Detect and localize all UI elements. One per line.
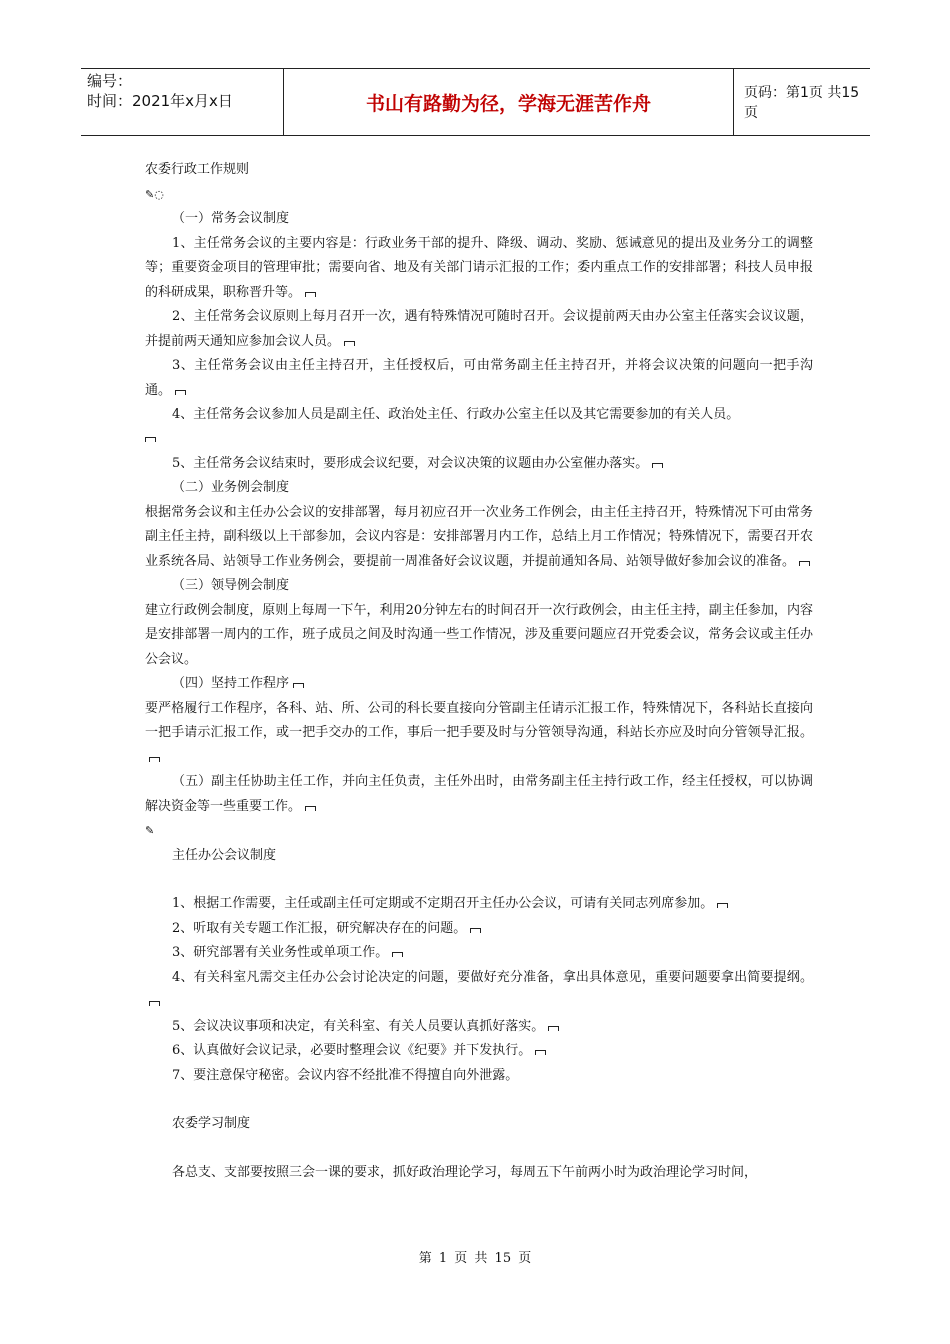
pencil-icon: ✎ <box>145 824 155 837</box>
sec1-item3-text: 3、主任常务会议由主任主持召开，主任授权后，可由常务副主任主持召开，并将会议决策的问题向一把手沟通。 <box>145 358 813 398</box>
office-item <box>145 917 813 942</box>
return-mark-icon <box>344 341 355 346</box>
return-mark-icon <box>149 1001 160 1006</box>
return-mark-icon <box>305 806 316 811</box>
sec1-item4-text: 4、主任常务会议参加人员是副主任、政治处主任、行政办公室主任以及其它需要参加的有关人员。 <box>172 407 740 422</box>
motto-text: 书山有路勤为径，学海无涯苦作舟 <box>365 92 651 115</box>
office-item1-text: 1、根据工作需要，主任或副主任可定期或不定期召开主任办公会议，可请有关同志列席参加。 <box>172 896 714 911</box>
page-header <box>81 68 870 136</box>
page-info: 页码：第1页 共15页 <box>744 85 860 121</box>
sec3-heading: （三）领导例会制度 <box>172 578 290 593</box>
return-mark-icon <box>470 928 481 933</box>
office-item6-text: 6、认真做好会议记录，必要时整理会议《纪要》并下发执行。 <box>172 1043 532 1058</box>
sec4-body <box>145 697 813 771</box>
office-title: 主任办公会议制度 <box>172 847 277 863</box>
sec1-item2-text: 2、主任常务会议原则上每月召开一次，遇有特殊情况可随时召开。会议提前两天由办公室主任落实会议议题，并提前两天通知应参加会议人员。 <box>145 309 813 349</box>
sec1-item5-text: 5、主任常务会议结束时，要形成会议纪要，对会议决策的议题由办公室催办落实。 <box>172 455 649 471</box>
office-item7-text: 7、要注意保守秘密。会议内容不经批准不得擅自向外泄露。 <box>172 1067 519 1083</box>
blank-line <box>145 868 813 892</box>
return-mark-icon <box>799 561 810 566</box>
study-body: 各总支、支部要按照三会一课的要求，抓好政治理论学习，每周五下午前两小时为政治理论学习时间， <box>172 1164 758 1180</box>
return-mark-icon <box>717 903 728 908</box>
return-mark-icon <box>548 1026 559 1031</box>
doc-title: 农委行政工作规则 <box>145 162 250 177</box>
return-mark-icon <box>145 437 156 442</box>
return-mark-icon <box>305 292 316 297</box>
sec1-item <box>145 232 813 306</box>
symbol-line <box>145 183 813 208</box>
document-body <box>145 158 813 1185</box>
office-item4-text: 4、有关科室凡需交主任办公会讨论决定的问题，要做好充分准备，拿出具体意见，重要问题要拿出简要提纲。 <box>172 969 813 985</box>
sec2-body-text: 根据常务会议和主任办公会议的安排部署，每月初应召开一次业务工作例会，由主任主持召开，特殊情况下可由常务副主任主持，副科级以上干部参加，会议内容是：安排部署月内工作，总结上月工作情况；特殊情况下，需要召开农业系统各局、站领导工作业务例会，要提前一周准备好会议议题，并提前通知各局、站领导做好参加会议的准备。 <box>145 504 813 569</box>
header-meta-cell <box>81 69 284 135</box>
symbol-line <box>145 819 813 844</box>
office-item <box>145 966 813 1015</box>
sec1-item1-text: 1、主任常务会议的主要内容是：行政业务干部的提升、降级、调动、奖励、惩诫意见的提出及业务分工的调整等；重要资金项目的管理审批；需要向省、地及有关部门请示汇报的工作；委内重点工作的安排部署；科技人员申报的科研成果，职称晋升等。 <box>145 235 813 300</box>
office-item <box>145 1064 813 1089</box>
office-item <box>145 1015 813 1040</box>
header-motto-cell <box>284 69 734 135</box>
study-title: 农委学习制度 <box>172 1116 251 1131</box>
office-item <box>145 892 813 917</box>
office-item3-text: 3、研究部署有关业务性或单项工作。 <box>172 945 389 960</box>
sec1-item <box>145 403 813 442</box>
sec4-body-text: 要严格履行工作程序，各科、站、所、公司的科长要直接向分管副主任请示汇报工作，特殊情况下，各科站长直接向一把手请示汇报工作，或一把手交办的工作，事后一把手要及时与分管领导沟通，科站长亦应及时向分管领导汇报。 <box>145 700 813 740</box>
sec2-body <box>145 501 813 575</box>
pencil-icon: ✎◌ <box>145 187 164 201</box>
return-mark-icon <box>149 757 160 762</box>
time-label: 时间：2021年x月x日 <box>87 92 233 110</box>
office-item <box>145 941 813 966</box>
header-page-cell <box>734 69 870 135</box>
blank-line <box>145 1088 813 1112</box>
sec1-item <box>145 305 813 354</box>
sec5-body-text: （五）副主任协助主任工作，并向主任负责，主任外出时，由常务副主任主持行政工作，经主任授权，可以协调解决资金等一些重要工作。 <box>145 774 813 814</box>
return-mark-icon <box>652 463 663 468</box>
return-mark-icon <box>392 952 403 957</box>
sec2-heading: （二）业务例会制度 <box>172 480 290 495</box>
page-footer: 第 1 页 共 15 页 <box>418 1251 532 1266</box>
office-item5-text: 5、会议决议事项和决定，有关科室、有关人员要认真抓好落实。 <box>172 1018 545 1034</box>
blank-line <box>145 1137 813 1161</box>
return-mark-icon <box>175 390 186 395</box>
sec3-body: 建立行政例会制度，原则上每周一下午，利用20分钟左右的时间召开一次行政例会，由主任主持，副主任参加，内容是安排部署一周内的工作，班子成员之间及时沟通一些工作情况，涉及重要问题应召开党委会议，常务会议或主任办公会议。 <box>145 602 813 667</box>
return-mark-icon <box>293 683 304 688</box>
sec5-body <box>145 770 813 819</box>
sec1-item <box>145 354 813 403</box>
sec4-heading <box>145 672 813 697</box>
return-mark-icon <box>535 1050 546 1055</box>
sec4-heading-text: （四）坚持工作程序 <box>172 676 290 691</box>
sec1-heading: （一）常务会议制度 <box>172 211 290 226</box>
office-item2-text: 2、听取有关专题工作汇报，研究解决存在的问题。 <box>172 920 467 936</box>
sec1-item <box>145 452 813 477</box>
office-item <box>145 1039 813 1064</box>
code-label: 编号： <box>87 72 133 90</box>
